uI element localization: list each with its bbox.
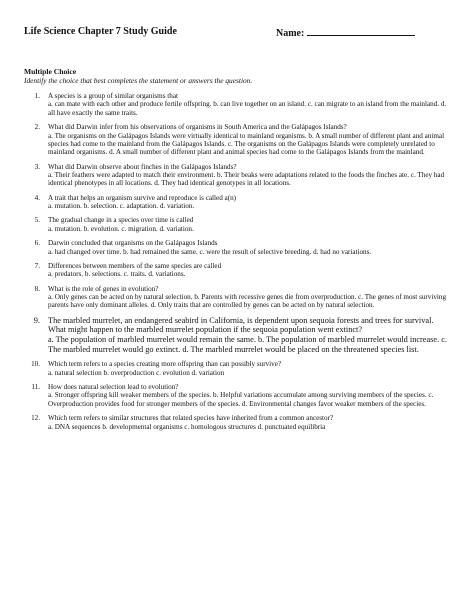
question-stem: Which term refers to a species creating more offspring than can possibly survive? <box>48 360 282 369</box>
question-choices: a. had changed over time. b. had remained the same. c. were the result of selective breeding. d. had no variations. <box>48 247 372 256</box>
question-number: 10. <box>31 360 40 369</box>
question-stem: Darwin concluded that organisms on the Galápagos Islands <box>48 239 218 248</box>
question-item <box>24 163 450 188</box>
question-choices: a. The organisms on the Galápagos Islands were virtually identical to mainland organisms. b. A small number of different plant and animal species had come to the mainland from the Galápagos Islands. c. The organisms on the Galápagos Islands were completely unrelated to mainland organisms. d. A small number of different plant and animal species had come to the Galápagos Islands from the mainland. <box>48 131 445 157</box>
question-item <box>24 216 450 233</box>
question-stem: Differences between members of the same species are called <box>48 261 222 270</box>
section-title: Multiple Choice <box>24 67 77 76</box>
question-item <box>24 194 450 211</box>
question-item <box>24 262 450 279</box>
question-choices: a. Stronger offspring kill weaker members of the species. b. Helpful variations accumulate among surviving members of the species. c. Overproduction provides food for stronger members of the species. d. Environmental changes favor weaker members of the species. <box>48 391 434 408</box>
question-choices: a. Only genes can be acted on by natural selection. b. Parents with recessive genes die from overproduction. c. The genes of most surviving parents have only dominant alleles. d. Only traits that are controlled by genes can be acted on by natural selection. <box>48 292 447 310</box>
question-number: 2. <box>34 123 40 132</box>
question-choices: a. can mate with each other and produce fertile offspring. b. can live together on an island. c. can migrate to an island from the mainland. d. all have exactly the same traits. <box>48 100 447 117</box>
question-list <box>24 92 450 437</box>
question-number: 6. <box>34 239 40 248</box>
question-stem: How does natural selection lead to evolution? <box>48 383 179 392</box>
question-number: 3. <box>34 162 40 171</box>
question-number: 8. <box>34 284 40 293</box>
question-stem: What did Darwin infer from his observations of organisms in South America and the Galápagos Islands? <box>48 123 347 132</box>
document-title: Life Science Chapter 7 Study Guide <box>24 26 177 37</box>
page-header <box>24 26 450 42</box>
question-choices: a. DNA sequences b. developmental organisms c. homologous structures d. punctuated equilibria <box>48 422 326 431</box>
question-choices: a. mutation. b. evolution. c. migration. d. variation. <box>48 224 194 233</box>
question-item <box>24 383 450 408</box>
question-choices: a. predators. b. selections. c. traits. d. variations. <box>48 270 186 279</box>
question-stem: A trait that helps an organism survive and reproduce is called a(n) <box>48 193 237 202</box>
question-number: 5. <box>34 216 40 225</box>
name-label: Name: <box>276 28 305 39</box>
question-stem: A species is a group of similar organisms that <box>48 92 178 100</box>
question-number: 9. <box>33 315 40 325</box>
question-number: 4. <box>34 193 40 202</box>
question-stem: What did Darwin observe about finches in the Galápagos Islands? <box>48 162 237 171</box>
question-choices: a. The population of marbled murrelet would remain the same. b. The population of marbled murrelet would increase. c. The marbled murrelet would go extinct. d. The marbled murrelet would be placed on the threatened species list. <box>48 335 447 354</box>
question-stem: Which term refers to similar structures that related species have inherited from a common ancestor? <box>48 414 334 423</box>
name-blank-line <box>307 26 415 36</box>
question-choices: a. natural selection b. overproduction c. evolution d. variation <box>48 368 225 377</box>
question-stem: The gradual change in a species over time is called <box>48 216 194 225</box>
question-item <box>24 239 450 256</box>
name-field <box>276 26 415 39</box>
question-stem: What is the role of genes in evolution? <box>48 284 159 293</box>
question-number: 11. <box>31 383 40 392</box>
question-number: 7. <box>34 261 40 270</box>
question-item <box>24 414 450 431</box>
question-item <box>24 360 450 377</box>
question-stem: The marbled murrelet, an endangered seabird in California, is dependent upon sequoia forests and trees for survival. What might happen to the marbled murrelet population if the sequoia population went extinct? <box>48 315 434 335</box>
question-choices: a. mutation. b. selection. c. adaptation. d. variation. <box>48 202 195 211</box>
question-item <box>24 92 450 117</box>
question-item <box>24 285 450 310</box>
question-item <box>24 123 450 157</box>
section-instructions: Identify the choice that best completes the statement or answers the question. <box>24 76 253 85</box>
question-item <box>24 316 450 355</box>
section-header <box>24 67 450 85</box>
question-number: 1. <box>34 92 40 100</box>
question-number: 12. <box>31 414 40 423</box>
question-choices: a. Their feathers were adapted to match their environment. b. Their beaks were adaptations related to the foods the finches ate. c. They had identical phenotypes in all locations. d. They had identical genotypes in all locations. <box>48 171 445 188</box>
